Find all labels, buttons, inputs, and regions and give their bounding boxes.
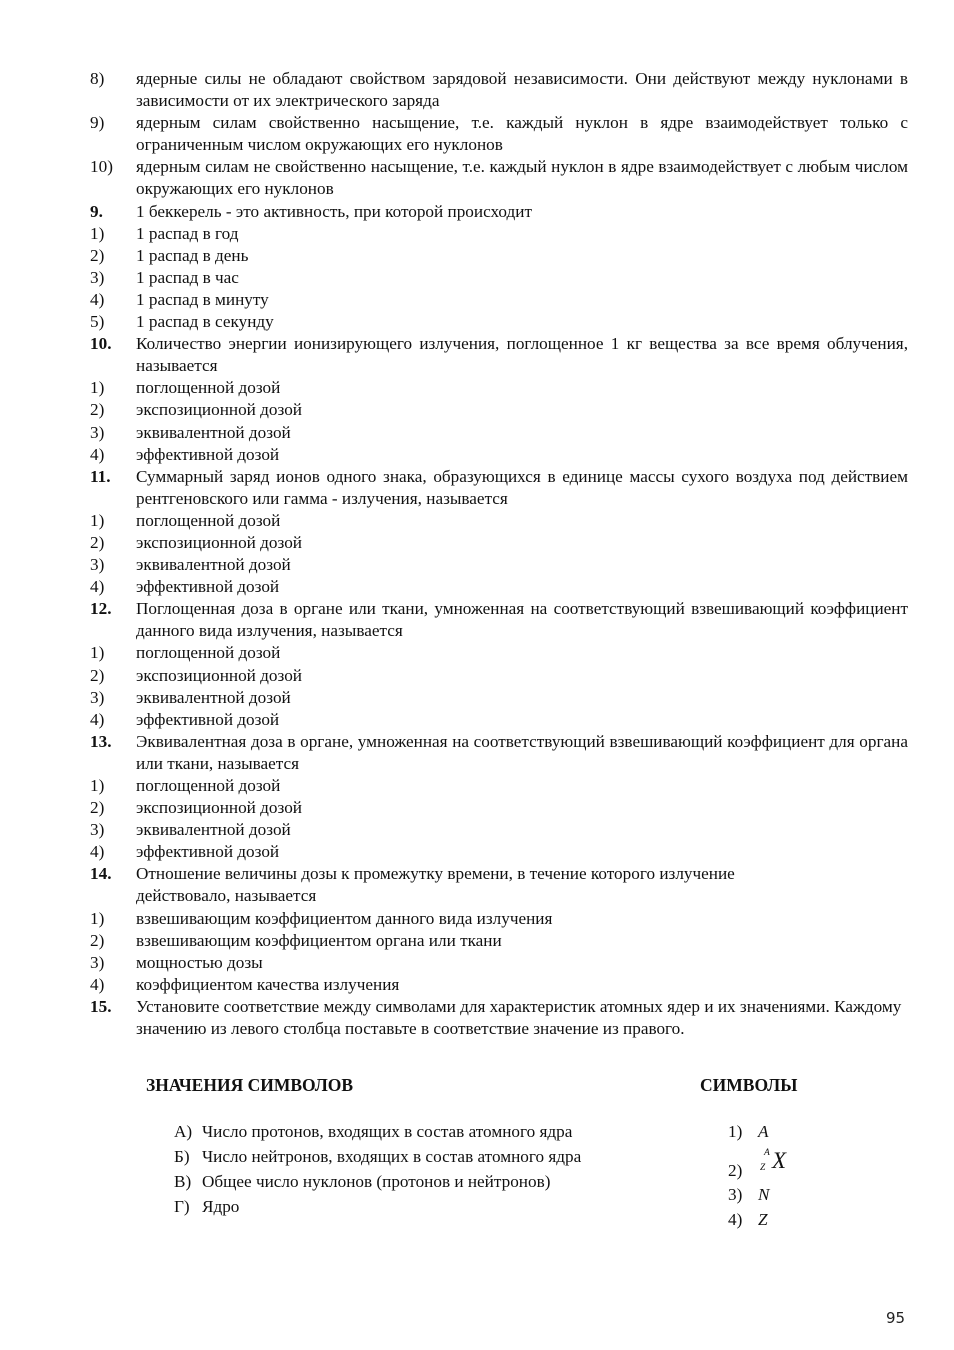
question-15: [90, 996, 908, 1040]
answer-option: [90, 422, 908, 444]
option-number: 3): [90, 422, 105, 442]
option-text: мощностью дозы: [136, 952, 263, 972]
option-number: 1): [90, 908, 105, 928]
option-number: 2): [90, 532, 105, 552]
right-item: [728, 1121, 769, 1143]
left-item-letter: В): [174, 1172, 192, 1191]
option-number: 3): [90, 687, 105, 707]
question-number: 13.: [90, 731, 112, 751]
option-number: 2): [90, 930, 105, 950]
question-number: 12.: [90, 599, 112, 619]
question-text: Суммарный заряд ионов одного знака, образующихся в единице массы сухого воздуха под действием рентгеновского или гамма - излучения, называется: [136, 466, 908, 508]
option-text: 1 распад в час: [136, 267, 239, 287]
option-number: 5): [90, 312, 105, 332]
option-number: 3): [90, 820, 105, 840]
question-10: [90, 333, 908, 377]
answer-option: [90, 665, 908, 687]
symbol-mass-number: A: [758, 1122, 769, 1141]
option-text: поглощенной дозой: [136, 378, 281, 398]
right-item-number: 4): [728, 1210, 743, 1229]
option-text: эффективной дозой: [136, 709, 280, 729]
option-text: поглощенной дозой: [136, 776, 281, 795]
option-text: 1 распад в день: [136, 245, 249, 265]
option-text: коэффициентом качества излучения: [136, 974, 400, 994]
left-item-text: Число нейтронов, входящих в состав атомного ядра: [202, 1147, 582, 1166]
answer-option: [90, 267, 908, 289]
option-text: эквивалентной дозой: [136, 422, 291, 442]
right-item-number: 3): [728, 1185, 743, 1204]
answer-option: [90, 311, 908, 333]
option-text: 1 распад в секунду: [136, 312, 274, 332]
page-number: 95: [886, 1309, 906, 1327]
option-text: взвешивающим коэффициентом данного вида излучения: [136, 908, 553, 928]
left-item-text: Общее число нуклонов (протонов и нейтронов): [202, 1172, 551, 1191]
item-text: ядерным силам не свойственно насыщение, т.е. каждый нуклон в ядре взаимодействует с любым числом окружающих его нуклонов: [136, 157, 908, 199]
answer-option: [90, 532, 908, 554]
question-text: Установите соответствие между символами для характеристик атомных ядер и их значениями. Каждому значению из левого столбца поставьте в соответствие значение из правого.: [136, 996, 902, 1039]
option-number: 3): [90, 555, 105, 575]
option-text: экспозиционной дозой: [136, 798, 302, 818]
answer-option: [90, 223, 908, 245]
option-text: эквивалентной дозой: [136, 687, 291, 707]
right-item-number: 2): [728, 1161, 743, 1180]
option-text: эффективной дозой: [136, 444, 280, 464]
option-number: 4): [90, 289, 105, 309]
question-text: Эквивалентная доза в органе, умноженная на соответствующий взвешивающий коэффициент для органа или ткани, называется: [136, 731, 908, 773]
option-number: 4): [90, 709, 105, 729]
answer-option: [90, 399, 908, 421]
answer-option: [90, 952, 908, 974]
option-text: 1 распад в минуту: [136, 289, 269, 309]
left-item-letter: Г): [174, 1197, 190, 1216]
answer-option: [90, 930, 908, 952]
nuclide-symbol: [758, 1148, 798, 1176]
item-text: ядерным силам свойственно насыщение, т.е. каждый нуклон в ядре взаимодействует только с ограниченным числом окружающих его нуклонов: [136, 113, 908, 155]
question-number: 14.: [90, 864, 112, 884]
answer-option: [90, 444, 908, 466]
question-text: Количество энергии ионизирующего излучения, поглощенное 1 кг вещества за все время облучения, называется: [136, 334, 908, 376]
option-number: 2): [90, 400, 105, 420]
item-text: ядерные силы не обладают свойством зарядовой независимости. Они действуют между нуклонами в зависимости от их электрического заряда: [136, 69, 908, 111]
option-number: 2): [90, 665, 105, 685]
nuclide-main-symbol: X: [772, 1148, 787, 1173]
left-item: [174, 1146, 581, 1168]
option-text: эквивалентной дозой: [136, 820, 291, 840]
left-item-text: Число протонов, входящих в состав атомного ядра: [202, 1122, 573, 1141]
answer-option: [90, 797, 908, 819]
question-number: 15.: [90, 996, 112, 1016]
option-text: эффективной дозой: [136, 842, 280, 862]
option-number: 1): [90, 510, 105, 530]
option-number: 1): [90, 643, 105, 663]
option-text: поглощенной дозой: [136, 643, 281, 663]
option-number: 3): [90, 952, 105, 972]
left-item-letter: А): [174, 1122, 193, 1141]
item-number: 10): [90, 157, 113, 177]
question-number: 9.: [90, 201, 103, 221]
list-item: [90, 68, 908, 112]
left-item: [174, 1171, 550, 1193]
left-item: [174, 1121, 572, 1143]
left-item: [174, 1196, 239, 1218]
question-12: [90, 598, 908, 642]
option-text: 1 распад в год: [136, 223, 239, 243]
list-item: [90, 156, 908, 200]
option-text: экспозиционной дозой: [136, 532, 302, 552]
question-13: [90, 731, 908, 775]
question-text: Поглощенная доза в органе или ткани, умноженная на соответствующий взвешивающий коэффициент данного вида излучения, называется: [136, 599, 908, 641]
item-number: 9): [90, 113, 105, 133]
question-9: [90, 201, 908, 223]
option-number: 4): [90, 577, 105, 597]
item-number: 8): [90, 69, 105, 88]
nuclide-subscript: Z: [760, 1163, 766, 1173]
answer-option: [90, 554, 908, 576]
option-text: эффективной дозой: [136, 577, 280, 597]
document-body: [90, 68, 908, 1040]
nuclide-superscript: A: [764, 1148, 770, 1158]
right-item: [728, 1160, 758, 1182]
answer-option: [90, 908, 908, 930]
option-text: эквивалентной дозой: [136, 555, 291, 575]
left-column-heading: ЗНАЧЕНИЯ СИМВОЛОВ: [146, 1075, 354, 1095]
answer-option: [90, 819, 908, 841]
question-text: Отношение величины дозы к промежутку времени, в течение которого излучение действовало, называется: [136, 864, 735, 906]
option-text: взвешивающим коэффициентом органа или ткани: [136, 930, 502, 950]
option-number: 1): [90, 378, 105, 398]
option-number: 1): [90, 223, 105, 243]
answer-option: [90, 841, 908, 863]
question-11: [90, 466, 908, 510]
option-number: 4): [90, 842, 105, 862]
option-text: экспозиционной дозой: [136, 400, 302, 420]
option-number: 4): [90, 974, 105, 994]
answer-option: [90, 775, 908, 797]
option-text: экспозиционной дозой: [136, 665, 302, 685]
option-number: 4): [90, 444, 105, 464]
question-14: [90, 863, 908, 907]
answer-option: [90, 642, 908, 664]
right-item: [728, 1184, 769, 1206]
option-number: 2): [90, 245, 105, 265]
right-item: [728, 1209, 768, 1231]
symbol-proton-number: Z: [758, 1210, 768, 1229]
answer-option: [90, 245, 908, 267]
question-number: 10.: [90, 334, 112, 354]
answer-option: [90, 974, 908, 996]
option-number: 3): [90, 267, 105, 287]
answer-option: [90, 377, 908, 399]
right-column-heading: СИМВОЛЫ: [700, 1075, 798, 1095]
symbol-neutron-number: N: [758, 1185, 770, 1204]
answer-option: [90, 576, 908, 598]
answer-option: [90, 510, 908, 532]
answer-option: [90, 687, 908, 709]
option-number: 1): [90, 776, 105, 795]
left-item-text: Ядро: [202, 1197, 240, 1216]
answer-option: [90, 289, 908, 311]
right-item-number: 1): [728, 1122, 743, 1141]
answer-option: [90, 709, 908, 731]
option-text: поглощенной дозой: [136, 510, 281, 530]
left-item-letter: Б): [174, 1147, 190, 1166]
question-number: 11.: [90, 466, 111, 486]
question-text: 1 беккерель - это активность, при которой происходит: [136, 201, 532, 221]
list-item: [90, 112, 908, 156]
option-number: 2): [90, 798, 105, 818]
